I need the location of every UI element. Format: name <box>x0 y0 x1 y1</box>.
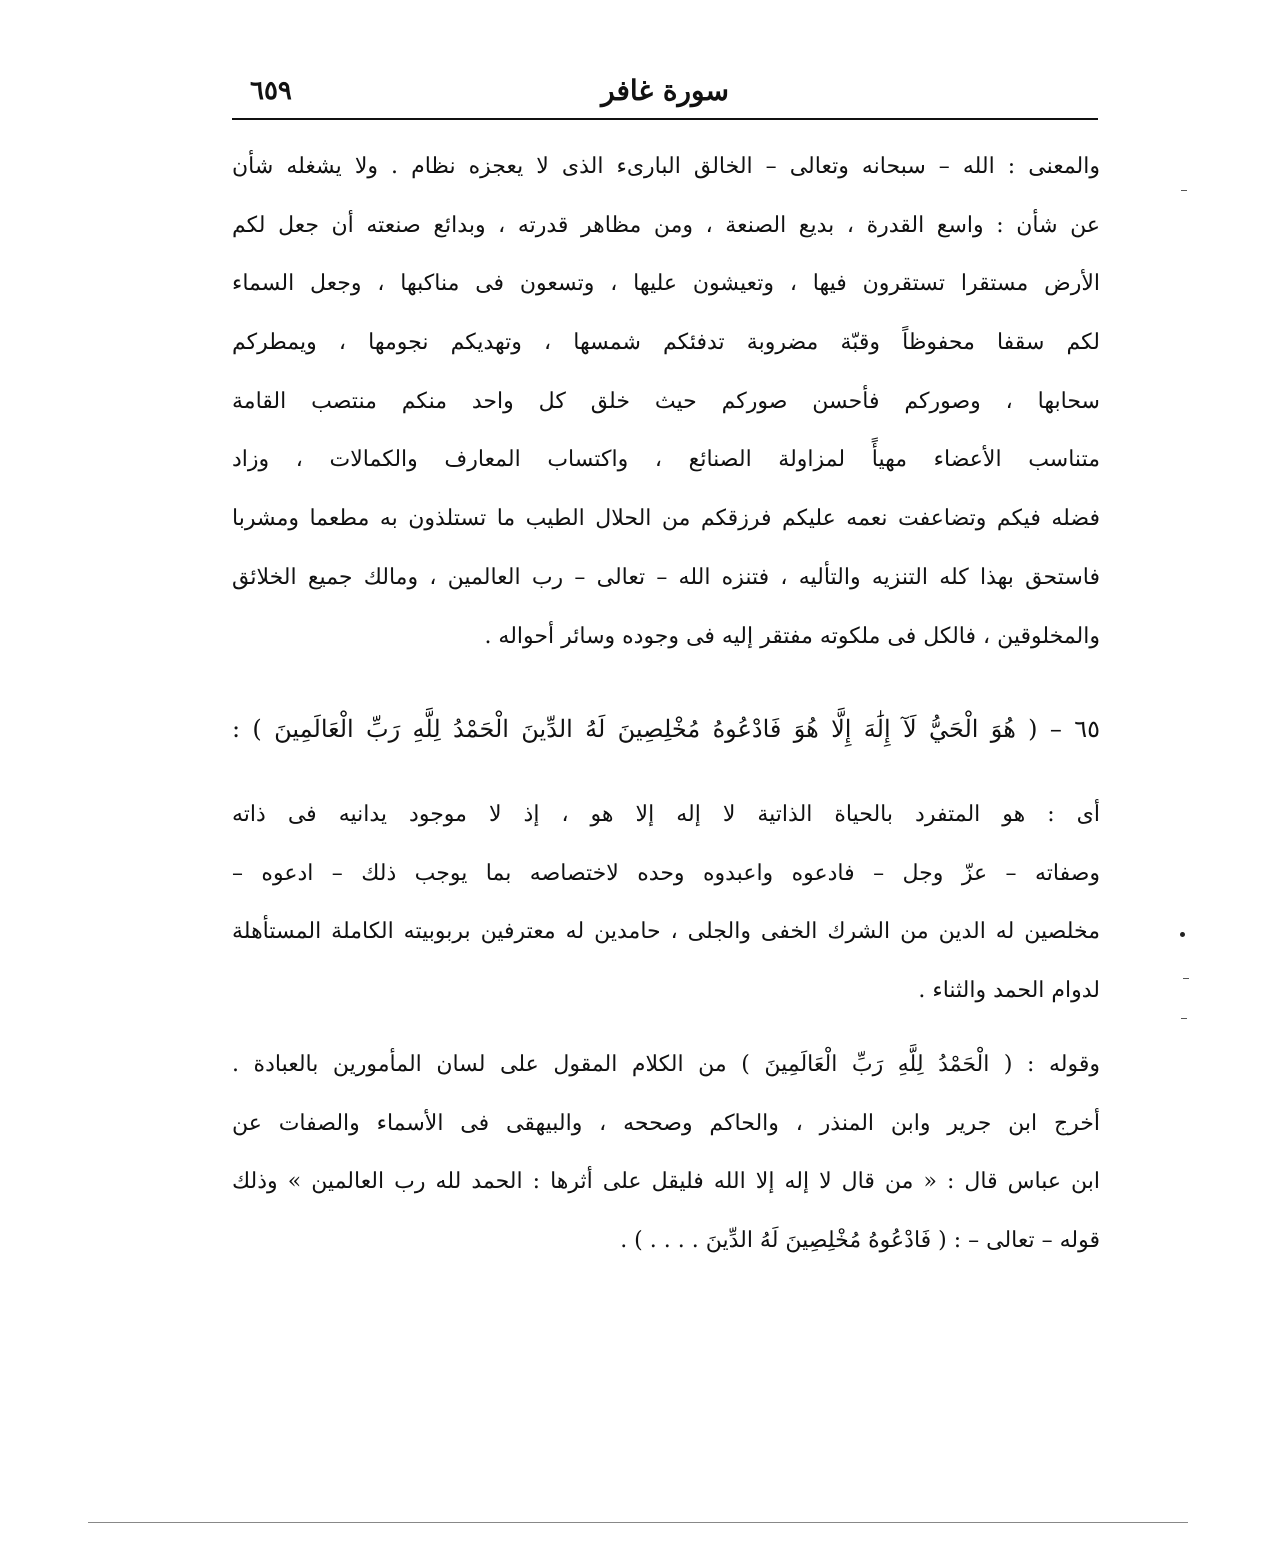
margin-mark <box>1183 978 1189 979</box>
text-line: قوله – تعالى – : ( فَادْعُوهُ مُخْلِصِينَ لَهُ الدِّينَ . . . . ) . <box>620 1228 1100 1254</box>
text-line: أى : هو المتفرد بالحياة الذاتية لا إله إلا هو ، إذ لا موجود يدانيه فى ذاته <box>232 802 1100 827</box>
commentary-paragraph-1 <box>232 138 1100 666</box>
text-line: متناسب الأعضاء مهيأً لمزاولة الصنائع ، واكتساب المعارف والكمالات ، وزاد <box>232 447 1100 473</box>
text-line: والمخلوقين ، فالكل فى ملكوته مفتقر إليه فى وجوده وسائر أحواله . <box>484 623 1100 649</box>
text-line: عن شأن : واسع القدرة ، بديع الصنعة ، ومن مظاهر قدرته ، وبدائع صنعته أن جعل لكم <box>232 212 1100 238</box>
text-line: فضله فيكم وتضاعفت نعمه عليكم فرزقكم من الحلال الطيب ما تستلذون به مطعما ومشربا <box>232 506 1100 532</box>
text-line: وصفاته – عزّ وجل – فادعوه واعبدوه وحده لاختصاصه بما يوجب ذلك – ادعوه – <box>232 860 1100 886</box>
text-line: لدوام الحمد والثناء . <box>918 978 1100 1004</box>
header-rule <box>232 118 1098 120</box>
page-number: ٦٥٩ <box>250 76 292 106</box>
margin-mark <box>1181 1018 1187 1019</box>
verse-heading: ٦٥ – ( هُوَ الْحَيُّ لَآ إِلَٰهَ إِلَّا هُوَ فَادْعُوهُ مُخْلِصِينَ لَهُ الدِّينَ الْحَمْدُ لِلَّهِ رَبِّ الْعَالَمِينَ ) : <box>232 715 1100 743</box>
text-line: سحابها ، وصوركم فأحسن صوركم حيث خلق كل واحد منكم منتصب القامة <box>232 388 1100 414</box>
running-title: سورة غافر <box>601 74 729 107</box>
page-header <box>232 72 1098 112</box>
text-line: الأرض مستقرا تستقرون فيها ، وتعيشون عليها ، وتسعون فى مناكبها ، وجعل السماء <box>232 271 1100 297</box>
commentary-paragraph-3 <box>232 1036 1100 1271</box>
text-line: وقوله : ( الْحَمْدُ لِلَّهِ رَبِّ الْعَالَمِينَ ) من الكلام المقول على لسان المأمورين بالعبادة . <box>232 1052 1100 1077</box>
text-line: والمعنى : الله – سبحانه وتعالى – الخالق البارىء الذى لا يعجزه نظام . ولا يشغله شأن <box>232 154 1100 179</box>
text-line: ابن عباس قال : « من قال لا إله إلا الله فليقل على أثرها : الحمد لله رب العالمين » وذلك <box>232 1169 1100 1195</box>
margin-mark <box>1181 190 1187 191</box>
commentary-paragraph-2 <box>232 786 1100 1021</box>
margin-mark <box>1180 932 1185 937</box>
footer-rule <box>88 1522 1188 1523</box>
text-line: مخلصين له الدين من الشرك الخفى والجلى ، حامدين له معترفين بربوبيته الكاملة المستأهلة <box>232 919 1100 945</box>
text-line: أخرج ابن جرير وابن المنذر ، والحاكم وصححه ، والبيهقى فى الأسماء والصفات عن <box>232 1110 1100 1136</box>
text-line: لكم سقفا محفوظاً وقبّة مضروبة تدفئكم شمسها ، وتهديكم نجومها ، ويمطركم <box>232 330 1100 356</box>
text-line: فاستحق بهذا كله التنزيه والتأليه ، فتنزه الله – تعالى – رب العالمين ، ومالك جميع الخلائق <box>232 564 1100 590</box>
